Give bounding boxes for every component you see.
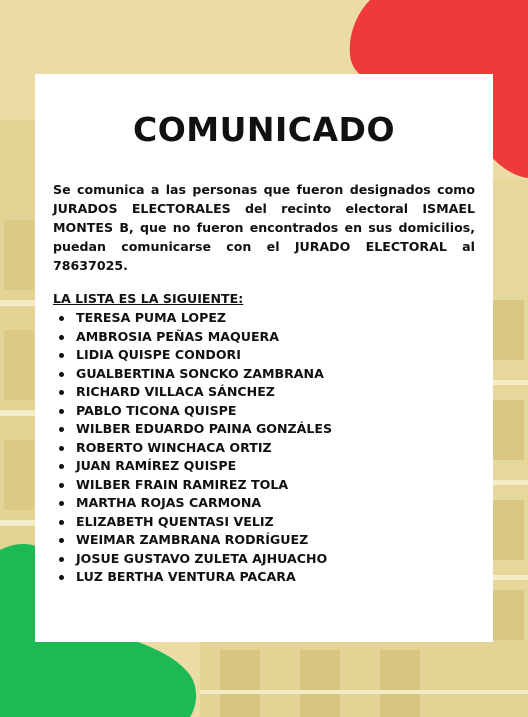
list-item [53,476,332,495]
juror-name: WILBER FRAIN RAMIREZ TOLA [76,476,289,492]
list-item [53,420,332,439]
juror-name: AMBROSIA PEÑAS MAQUERA [76,328,280,344]
bullet-icon [59,520,64,525]
juror-name: LIDIA QUISPE CONDORI [76,347,241,362]
list-item [53,309,332,328]
list-item [53,328,332,347]
bullet-icon [59,427,64,432]
juror-name: RICHARD VILLACA SÁNCHEZ [76,384,275,399]
juror-name: WEIMAR ZAMBRANA RODRÍGUEZ [76,532,309,547]
bullet-icon [59,483,64,488]
bullet-icon [59,372,64,377]
bullet-icon [59,446,64,451]
juror-name: GUALBERTINA SONCKO ZAMBRANA [76,365,324,381]
list-item [53,402,332,421]
bullet-icon [59,464,64,469]
list-item [53,346,332,365]
juror-name: JUAN RAMÍREZ QUISPE [76,458,237,473]
announcement-card [35,74,493,642]
bullet-icon [59,501,64,506]
juror-name: LUZ BERTHA VENTURA PACARA [76,569,296,584]
juror-name: PABLO TICONA QUISPE [76,402,237,418]
page-title: COMUNICADO [132,110,395,149]
juror-name: ROBERTO WINCHACA ORTIZ [76,439,272,455]
list-item [53,568,332,587]
bullet-icon [59,575,64,580]
announcement-message: Se comunica a las personas que fueron designados como JURADOS ELECTORALES del recinto electoral ISMAEL MONTES B, que no fueron encontrados en sus domicilios, puedan comunicarse con el JURADO ELECTORAL al 78637025. [53,182,475,273]
jurors-list [53,309,332,587]
list-item [53,439,332,458]
juror-name: MARTHA ROJAS CARMONA [76,495,262,510]
list-item [53,457,332,476]
bullet-icon [59,538,64,543]
bullet-icon [59,316,64,321]
list-item [53,365,332,384]
list-item [53,513,332,532]
list-heading: LA LISTA ES LA SIGUIENTE: [53,291,244,306]
bullet-icon [59,557,64,562]
bullet-icon [59,390,64,395]
bullet-icon [59,335,64,340]
bullet-icon [59,409,64,414]
juror-name: TERESA PUMA LOPEZ [76,310,227,325]
juror-name: JOSUE GUSTAVO ZULETA AJHUACHO [76,550,328,566]
bullet-icon [59,353,64,358]
list-item [53,383,332,402]
juror-name: WILBER EDUARDO PAINA GONZÁLES [76,421,333,436]
list-item [53,550,332,569]
list-item [53,531,332,550]
juror-name: ELIZABETH QUENTASI VELIZ [76,513,274,529]
list-item [53,494,332,513]
